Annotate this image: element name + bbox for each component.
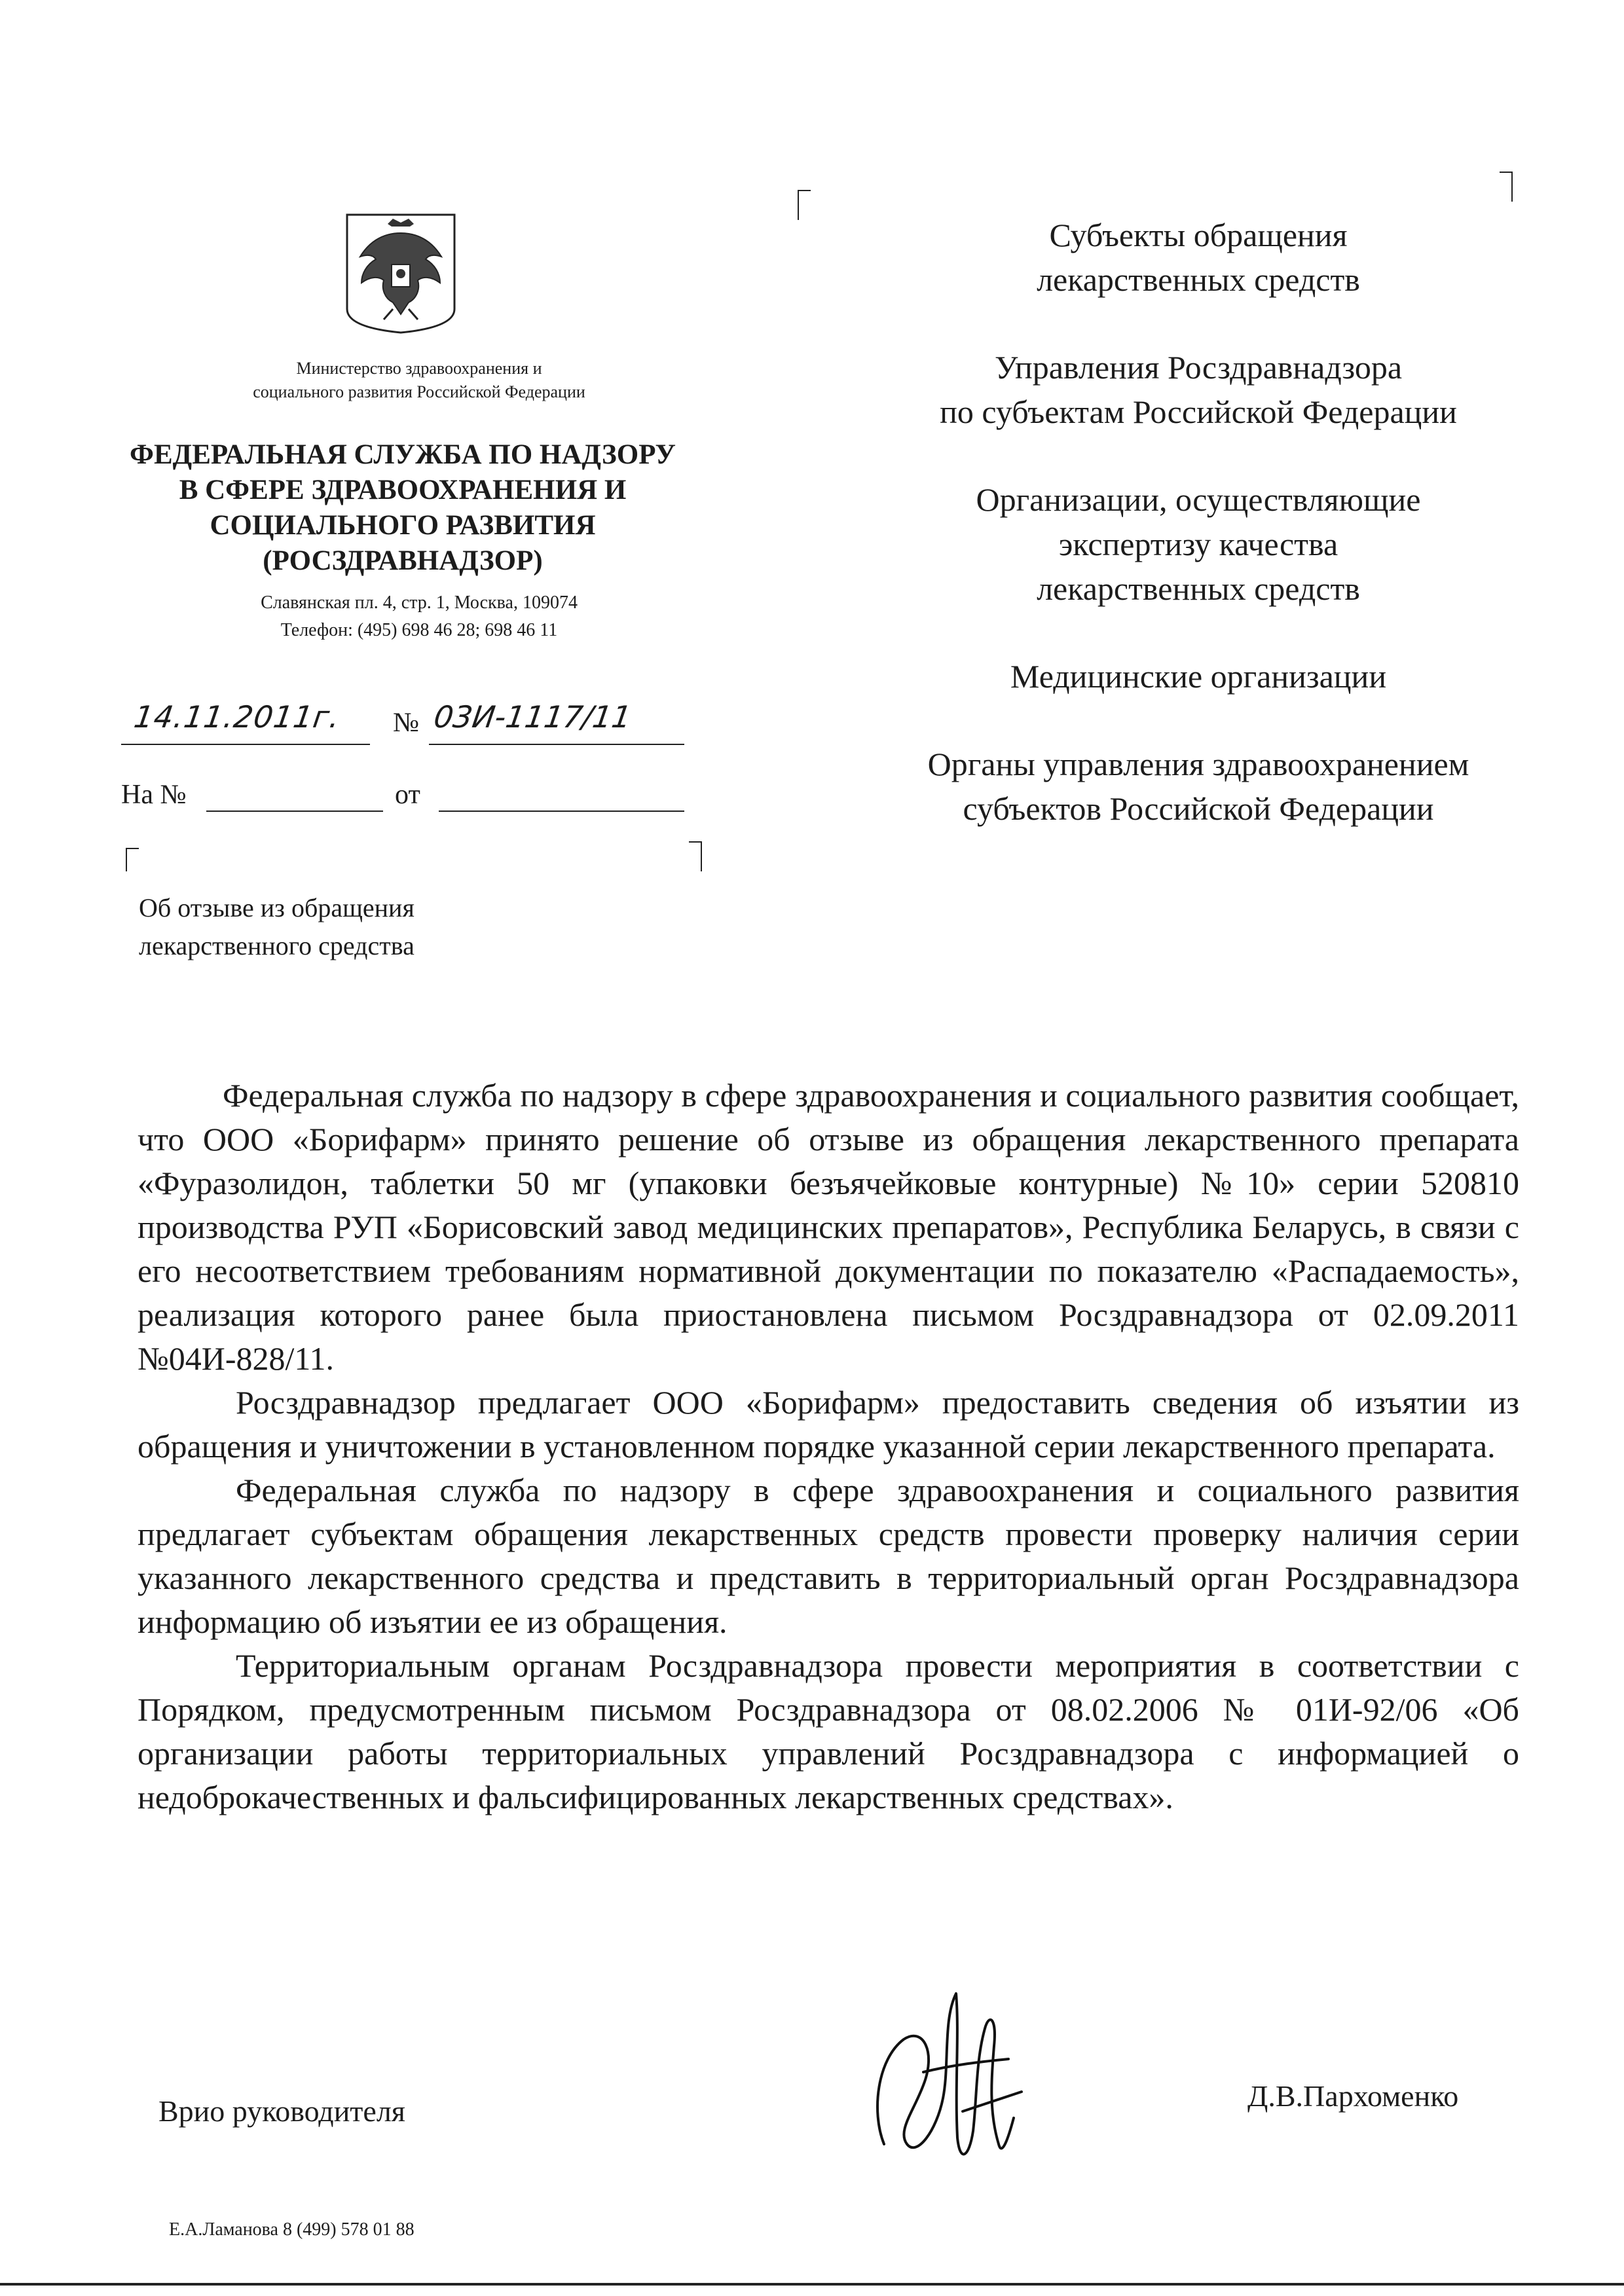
service-line: В СФЕРЕ ЗДРАВООХРАНЕНИЯ И: [179, 475, 627, 505]
addressee-line: лекарственных средств: [1037, 261, 1360, 298]
addressee-line: Медицинские организации: [1010, 658, 1387, 695]
signer-title: Врио руководителя: [158, 2094, 405, 2128]
corner-mark: [1500, 172, 1513, 202]
reference-number-blank: [206, 811, 383, 812]
reference-date-label: от: [395, 780, 420, 810]
ministry-line: социального развития Российской Федерации: [253, 382, 585, 401]
body-paragraph: Федеральная служба по надзору в сфере здравоохранения и социального развития сообщает, что ООО «Борифарм» принято решение об отзыве из обращения лекарственного препарата «Фуразолидон, таблетки 50 мг (упаковки безъячейковые контурные) №10» серии 520810 производства РУП «Борисовский завод медицинских препаратов», Республика Беларусь, в связи с его несоответствием требованиям нормативной документации по показателю «Распадаемость», реализация которого ранее была приостановлена письмом Росздравнадзора от 02.09.2011 №04И-828/11.: [138, 1077, 1519, 1377]
subject-line: Об отзыве из обращения: [139, 893, 415, 922]
address-block: [131, 589, 707, 644]
reference-number-label: На №: [121, 780, 187, 810]
addressee-line: лекарственных средств: [1037, 570, 1360, 607]
service-line: (РОСЗДРАВНАДЗОР): [263, 545, 543, 576]
body-paragraph: Росздравнадзор предлагает ООО «Борифарм» предоставить сведения об изъятии из обращения и уничтожении в установленном порядке указанной серии лекарственного препарата.: [138, 1384, 1519, 1465]
addressee-line: экспертизу качества: [1058, 526, 1338, 562]
addressees: [877, 213, 1519, 874]
date-underline: [121, 744, 370, 745]
handwritten-signature: [845, 1980, 1054, 2177]
corner-mark: [798, 190, 811, 220]
subject-line: лекарственного средства: [139, 931, 415, 960]
subject: [139, 889, 415, 965]
addressee-line: Субъекты обращения: [1049, 217, 1348, 253]
body-paragraph: Территориальным органам Росздравнадзора провести мероприятия в соответствии с Порядком, предусмотренным письмом Росздравнадзора от 08.02.2006 № 01И-92/06 «Об организации работы территориальных управлений Росздравнадзора с информацией о недоброкачественных и фальсифицированных лекарственных средствах».: [138, 1647, 1519, 1815]
service-line: ФЕДЕРАЛЬНАЯ СЛУЖБА ПО НАДЗОРУ: [130, 439, 676, 470]
registration-number: 03И-1117/11: [432, 699, 634, 735]
corner-mark: [689, 841, 702, 871]
addressee-line: по субъектам Российской Федерации: [940, 393, 1457, 430]
reference-line: [121, 779, 684, 818]
addressee: [877, 654, 1519, 699]
service-line: СОЦИАЛЬНОГО РАЗВИТИЯ: [210, 510, 596, 541]
body-paragraph: Федеральная служба по надзору в сфере здравоохранения и социального развития предлагает субъектам обращения лекарственных средств провести проверку наличия серии указанного лекарственного средства и представить в территориальный орган Росздравнадзора информацию об изъятии ее из обращения.: [138, 1472, 1519, 1640]
addressee: [877, 345, 1519, 434]
registration-line: [121, 693, 684, 752]
ministry-name: [131, 357, 707, 404]
bottom-rule: [0, 2283, 1624, 2286]
addressee-line: Органы управления здравоохранением: [927, 746, 1469, 782]
phone: Телефон: (495) 698 46 28; 698 46 11: [280, 620, 558, 640]
addressee: [877, 477, 1519, 611]
registration-date: 14.11.2011г.: [132, 699, 342, 735]
addressee-line: Управления Росздравнадзора: [994, 349, 1403, 386]
letter-body: [138, 1074, 1519, 1819]
number-label: №: [393, 708, 420, 738]
signer-name: Д.В.Пархоменко: [1247, 2079, 1459, 2113]
number-underline: [429, 744, 684, 745]
addressee-line: Организации, осуществляющие: [976, 481, 1421, 518]
addressee-line: субъектов Российской Федерации: [963, 790, 1434, 827]
executor-contact: Е.А.Ламанова 8 (499) 578 01 88: [169, 2219, 415, 2240]
corner-mark: [126, 848, 139, 871]
service-name: [98, 437, 707, 579]
russian-coat-of-arms-icon: [342, 211, 460, 335]
addressee: [877, 742, 1519, 831]
addressee: [877, 213, 1519, 302]
ministry-line: Министерство здравоохранения и: [296, 359, 542, 378]
reference-date-blank: [439, 811, 684, 812]
address: Славянская пл. 4, стр. 1, Москва, 109074: [261, 592, 578, 613]
